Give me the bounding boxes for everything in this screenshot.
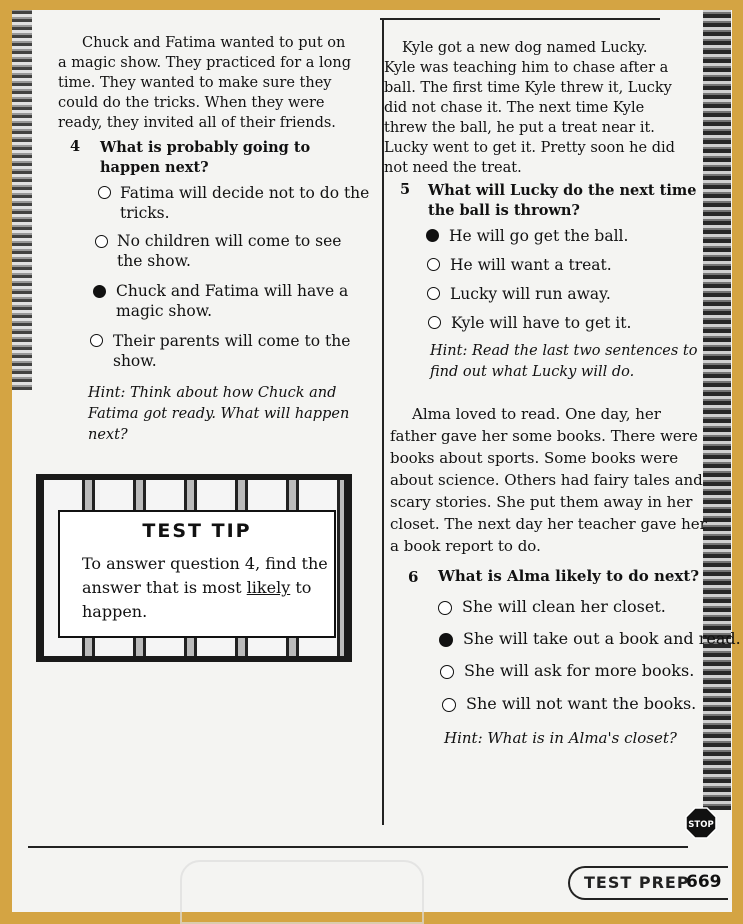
question-4-line: happen next? — [100, 159, 209, 176]
answer-bubble[interactable] — [90, 334, 103, 347]
hint-line: Hint: Think about how Chuck and — [88, 385, 337, 401]
stop-sign-icon — [685, 807, 717, 839]
option-text: Fatima will decide not to do the — [120, 184, 370, 202]
passage-line: ready, they invited all of their friends. — [58, 115, 336, 131]
option-text: She will take out a book and read. — [463, 629, 741, 648]
passage-line: Lucky went to get it. Pretty soon he did — [384, 140, 675, 156]
answer-bubble[interactable] — [98, 186, 111, 199]
option-text: Chuck and Fatima will have a — [116, 282, 349, 300]
hint-line: Hint: What is in Alma's closet? — [444, 729, 677, 747]
question-number: 6 — [408, 568, 419, 586]
page-number: 669 — [686, 872, 722, 892]
question-6-text: What is Alma likely to do next? — [438, 567, 700, 585]
passage-line: did not chase it. The next time Kyle — [384, 100, 645, 116]
option-text: He will want a treat. — [450, 256, 612, 274]
option-text: She will not want the books. — [466, 694, 697, 713]
passage-line: a magic show. They practiced for a long — [58, 55, 352, 71]
question-5-line: What will Lucky do the next time — [428, 182, 697, 199]
option-text: show. — [113, 352, 157, 370]
answer-bubble-filled[interactable] — [426, 229, 439, 242]
answer-bubble[interactable] — [438, 601, 452, 615]
option-text: Their parents will come to the — [113, 332, 351, 350]
passage-line: about science. Others had fairy tales and — [390, 471, 703, 489]
passage-line: a book report to do. — [390, 537, 541, 555]
passage-line: could do the tricks. When they were — [58, 95, 325, 111]
passage-line: not need the treat. — [384, 160, 522, 176]
passage-line: books about sports. Some books were — [390, 449, 679, 467]
passage-line: Chuck and Fatima wanted to put on — [82, 35, 346, 51]
question-4-line: What is probably going to — [100, 139, 311, 156]
top-rule — [380, 18, 660, 20]
hint-line: find out what Lucky will do. — [430, 364, 635, 380]
test-tip-title: TEST TIP — [142, 520, 252, 542]
option-text: the show. — [117, 252, 191, 270]
option-text: Kyle will have to get it. — [451, 314, 632, 332]
passage-line: Kyle was teaching him to chase after a — [384, 60, 669, 76]
option-text: No children will come to see — [117, 232, 342, 250]
binding-shadow-right — [703, 10, 731, 810]
hint-line: Fatima got ready. What will happen — [88, 406, 350, 422]
passage-line: Alma loved to read. One day, her — [412, 405, 661, 423]
answer-bubble[interactable] — [427, 258, 440, 271]
passage-line: father gave her some books. There were — [390, 427, 698, 445]
answer-bubble[interactable] — [427, 287, 440, 300]
hint-line: next? — [88, 427, 128, 443]
answer-bubble[interactable] — [95, 235, 108, 248]
question-5-line: the ball is thrown? — [428, 202, 580, 219]
option-text: magic show. — [116, 302, 213, 320]
option-text: Lucky will run away. — [450, 285, 611, 303]
answer-bubble[interactable] — [442, 698, 456, 712]
passage-line: time. They wanted to make sure they — [58, 75, 332, 91]
answer-bubble-filled[interactable] — [93, 285, 106, 298]
tip-text-part: to happen. — [82, 578, 312, 621]
answer-bubble[interactable] — [428, 316, 441, 329]
option-text: He will go get the ball. — [449, 227, 629, 245]
passage-line: closet. The next day her teacher gave her — [390, 515, 707, 533]
passage-line: Kyle got a new dog named Lucky. — [402, 40, 648, 56]
option-text: She will ask for more books. — [464, 661, 695, 680]
binding-shadow-left — [12, 10, 32, 390]
tip-underlined-word: likely — [246, 578, 291, 597]
answer-bubble[interactable] — [440, 665, 454, 679]
passage-line: scary stories. She put them away in her — [390, 493, 693, 511]
passage-line: threw the ball, he put a treat near it. — [384, 120, 655, 136]
option-text: She will clean her closet. — [462, 597, 666, 616]
passage-line: ball. The first time Kyle threw it, Lucky — [384, 80, 672, 96]
hint-line: Hint: Read the last two sentences to — [430, 343, 698, 359]
question-number: 4 — [70, 138, 81, 155]
page-smudge — [180, 860, 424, 924]
footer-section-label: TEST PREP — [584, 873, 690, 892]
tip-text-part: To answer question 4, find the answer that is most — [82, 554, 328, 597]
answer-bubble-filled[interactable] — [439, 633, 453, 647]
bottom-rule — [28, 846, 688, 848]
option-text: tricks. — [120, 204, 170, 222]
question-number: 5 — [400, 181, 411, 198]
test-tip-box — [58, 510, 336, 638]
stop-label: STOP — [688, 820, 714, 830]
test-tip-text — [82, 552, 328, 624]
